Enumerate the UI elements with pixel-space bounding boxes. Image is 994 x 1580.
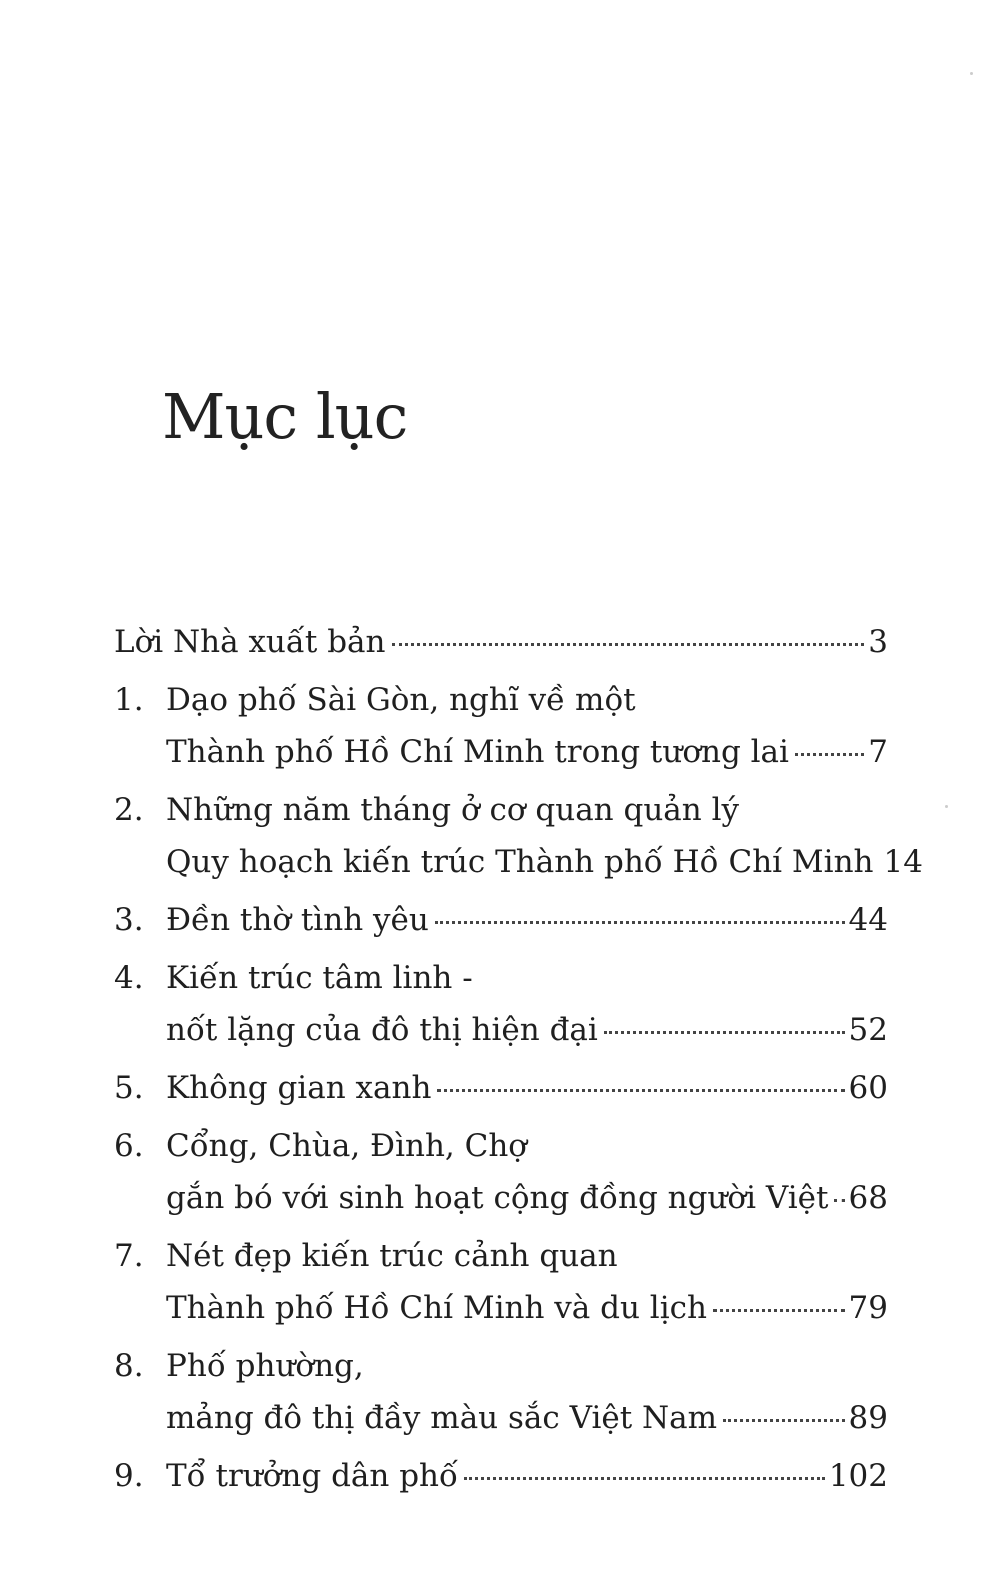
toc-entry-number: 5. [114,1070,144,1106]
dot-leader [723,1418,845,1422]
toc-entry-title: Dạo phố Sài Gòn, nghĩ về một [166,682,636,718]
toc-entry-title-continued: Thành phố Hồ Chí Minh và du lịch [166,1290,707,1326]
paper-speck [970,72,973,75]
toc-entry-7[interactable] [114,1230,888,1334]
toc-page-number: 3 [868,624,888,660]
toc-page-number: 14 [883,844,923,880]
toc-entry-9[interactable] [114,1450,888,1502]
toc-entry-title: Đền thờ tình yêu [166,902,429,938]
toc-entry-2[interactable] [114,784,923,888]
dot-leader [437,1088,844,1092]
dot-leader [795,752,864,756]
toc-page-number: 7 [868,734,888,770]
toc-entry-preface[interactable] [114,616,888,668]
toc-entry-title: Kiến trúc tâm linh - [166,960,473,996]
paper-speck [945,805,948,808]
toc-entry-title-continued: Quy hoạch kiến trúc Thành phố Hồ Chí Minh [166,844,874,880]
toc-page-number: 60 [848,1070,888,1106]
toc-page-number: 102 [828,1458,888,1494]
toc-page-number: 52 [848,1012,888,1048]
toc-entry-number: 9. [114,1458,144,1494]
toc-entry-title: Cổng, Chùa, Đình, Chợ [166,1128,527,1164]
toc-entry-number: 2. [114,792,144,828]
toc-page-number: 68 [848,1180,888,1216]
toc-entry-number: 3. [114,902,144,938]
toc-page-number: 79 [848,1290,888,1326]
toc-entry-4[interactable] [114,952,888,1056]
toc-entry-5[interactable] [114,1062,888,1114]
toc-entry-number: 1. [114,682,144,718]
toc-entry-title: Tổ trưởng dân phố [166,1458,458,1494]
toc-entry-8[interactable] [114,1340,888,1444]
toc-entry-title-continued: mảng đô thị đầy màu sắc Việt Nam [166,1400,718,1436]
toc-entry-title: Không gian xanh [166,1070,432,1106]
toc-entry-title: Phố phường, [166,1348,364,1384]
toc-entry-title: Nét đẹp kiến trúc cảnh quan [166,1238,618,1274]
dot-leader [713,1308,845,1312]
toc-entry-1[interactable] [114,674,888,778]
toc-entry-title-continued: gắn bó với sinh hoạt cộng đồng người Việt [166,1180,829,1216]
toc-entry-title: Những năm tháng ở cơ quan quản lý [166,792,740,828]
toc-entry-6[interactable] [114,1120,888,1224]
dot-leader [392,642,865,646]
toc-entry-number: 4. [114,960,144,996]
table-of-contents [114,616,923,1508]
toc-entry-title-continued: Thành phố Hồ Chí Minh trong tương lai [166,734,789,770]
toc-entry-number: 7. [114,1238,144,1274]
toc-page-number: 44 [848,902,888,938]
toc-entry-number: 8. [114,1348,144,1384]
dot-leader [435,920,845,924]
toc-entry-3[interactable] [114,894,888,946]
toc-entry-title-continued: nốt lặng của đô thị hiện đại [166,1012,598,1048]
dot-leader [464,1476,825,1480]
toc-entry-number: 6. [114,1128,144,1164]
dot-leader [834,1198,844,1202]
toc-entry-title: Lời Nhà xuất bản [114,624,386,660]
page-title: Mục lục [162,380,408,453]
dot-leader [604,1030,845,1034]
toc-page-number: 89 [848,1400,888,1436]
